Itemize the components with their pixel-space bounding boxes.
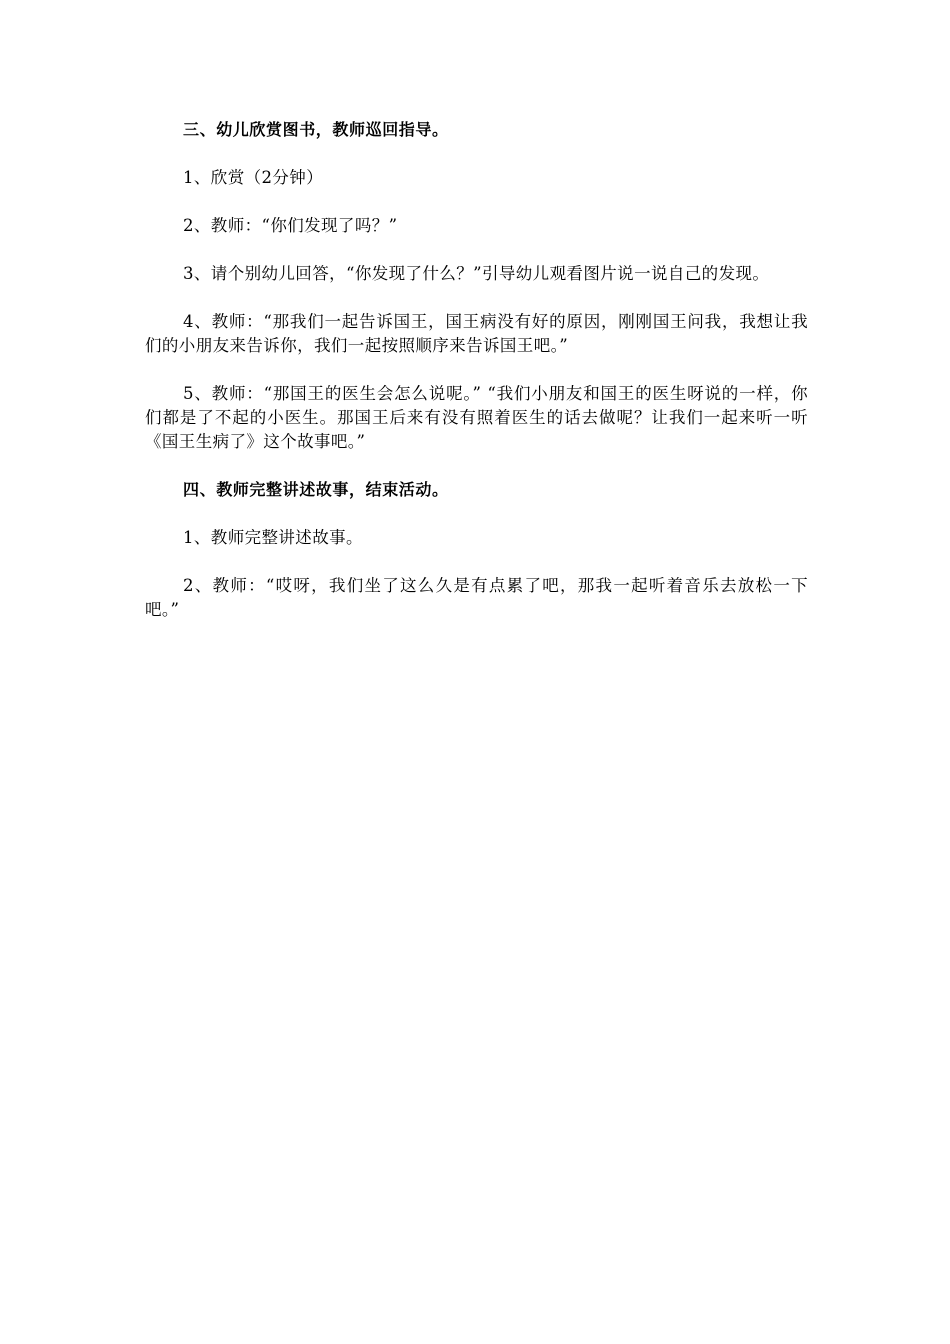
section-3-item-1: 1、欣赏（2分钟） [183,168,324,187]
section-4-item-2: 2、教师：“哎呀，我们坐了这么久是有点累了吧，那我一起听着音乐去放松一下吧。” [145,576,808,619]
section-3-item-3: 3、请个别幼儿回答，“你发现了什么？”引导幼儿观看图片说一说自己的发现。 [183,264,770,283]
section-heading-4: 四、教师完整讲述故事，结束活动。 [183,480,449,499]
section-3-item-5: 5、教师：“那国王的医生会怎么说呢。” “我们小朋友和国王的医生呀说的一样，你们都是了不起的小医生。那国王后来有没有照着医生的话去做呢？让我们一起来听一听《国王生病了》这个故事吧。” [145,384,808,451]
section-heading-3: 三、幼儿欣赏图书，教师巡回指导。 [183,120,449,139]
section-3-item-4: 4、教师：“那我们一起告诉国王，国王病没有好的原因，刚刚国王问我，我想让我们的小朋友来告诉你，我们一起按照顺序来告诉国王吧。” [145,312,808,355]
document-body [145,118,808,646]
section-3-item-2: 2、教师：“你们发现了吗？” [183,216,398,235]
section-4-item-1: 1、教师完整讲述故事。 [183,528,363,547]
